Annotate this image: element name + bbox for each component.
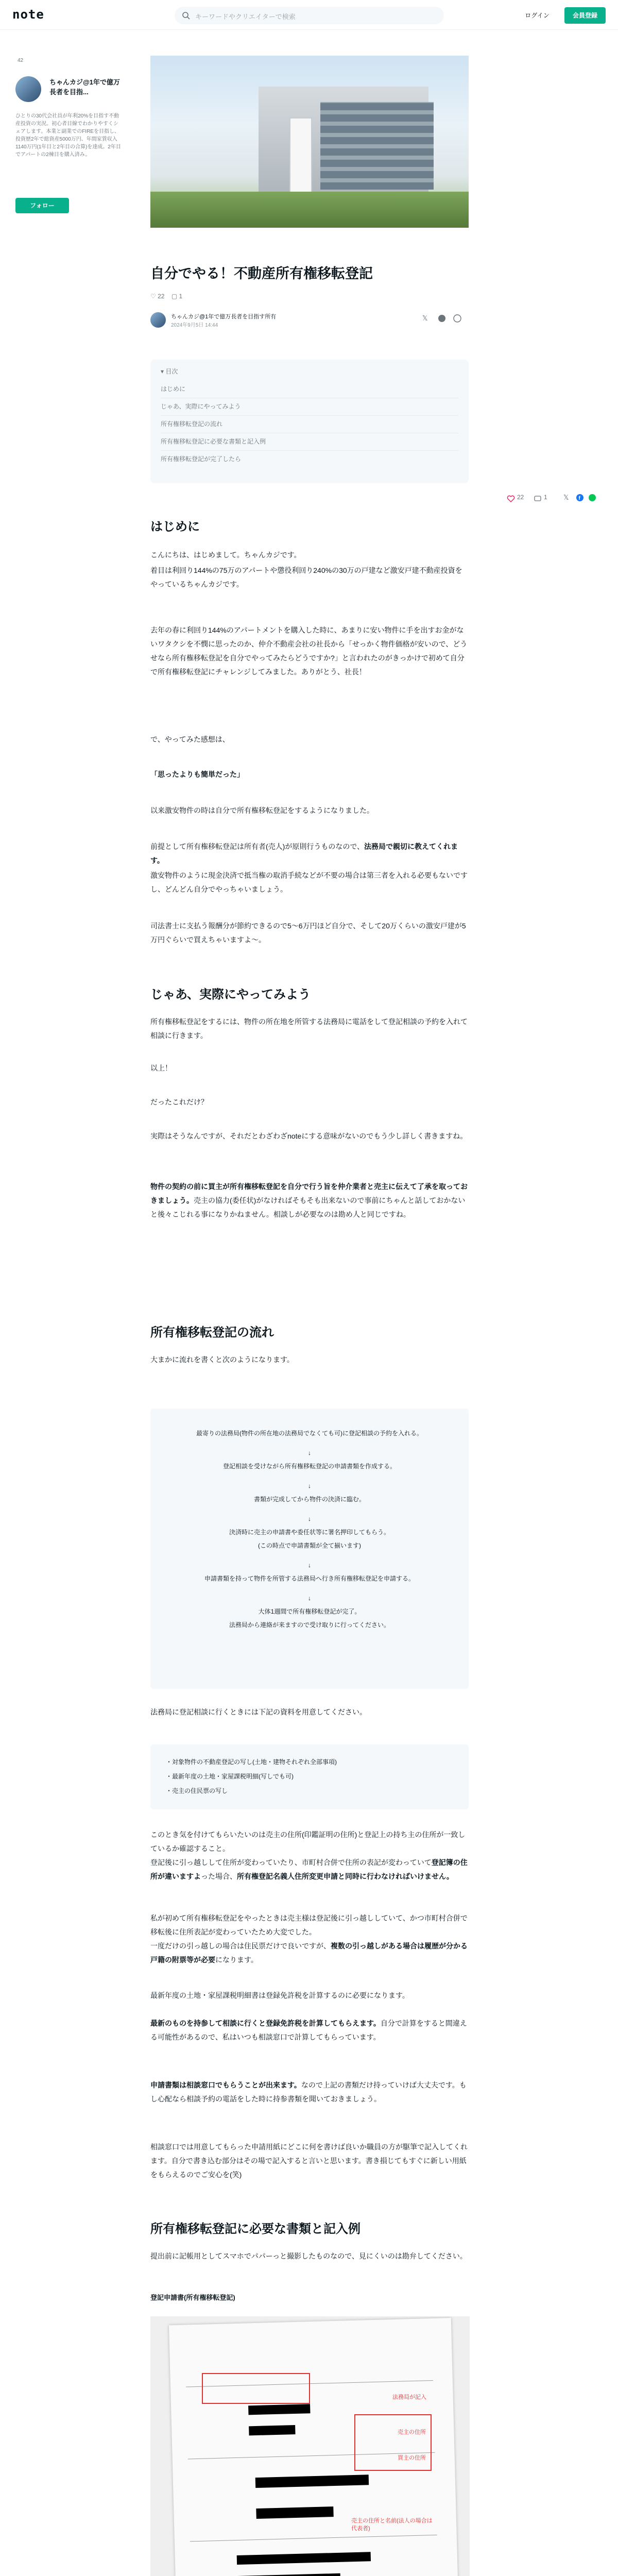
site-header (0, 0, 618, 30)
paragraph-text: 一度だけの引っ越しの場合は住民票だけで良いですが、 (150, 1942, 331, 1950)
more-share-icon[interactable] (453, 314, 461, 325)
heart-icon[interactable]: ♡ (150, 293, 156, 300)
required-docs-list (150, 1744, 469, 1809)
paragraph (150, 2016, 469, 2044)
flow-step: 大体1週間で所有権移転登記が完了。 (258, 1608, 361, 1615)
paragraph: このとき気を付けてもらいたいのは売主の住所(印鑑証明の住所)と登記上の持ち主の住所が一致しているか確認すること。 (150, 1831, 466, 1853)
login-button[interactable]: ログイン (525, 12, 550, 19)
sidebar-author-name[interactable]: ちゃんカジ@1年で億万長者を目指... (49, 78, 120, 96)
search-bar[interactable] (175, 7, 444, 24)
paragraph: 最新年度の土地・家屋課税明細書は登録免許税を計算するのに必要になります。 (150, 1991, 409, 1999)
paragraph-bold: 所有権登記名義人住所変更申請と同時に行わなければいけません。 (237, 1872, 454, 1880)
paragraph-text: 売主の協力(委任状)がなければそもそも出来ないので事前にちゃんと話しておかないと後々こじれる事になりかねません。相談しが必要なのは勘め人と同じですね。 (150, 1196, 466, 1218)
annotation-text: 売主の住所と名前(法人の場合は代表者) (351, 2518, 433, 2532)
flow-step: 最寄りの法務局(物件の所在地の法務局でなくても可)に登記相談の予約を入れる。 (196, 1430, 423, 1437)
annotation-text: 買主の住所 (398, 2455, 426, 2461)
paragraph-text: 自分で計算をすると間違える可能性があるので、私はいつも相談窓口で計算してもらっています。 (150, 2019, 467, 2041)
flow-step: 決済時に売主の申請書や委任状等に署名押印してもらう。 (229, 1529, 390, 1536)
toc-item[interactable]: 所有権移転登記に必要な書類と記入例 (161, 433, 458, 451)
like-count: 22 (158, 293, 165, 300)
signup-button[interactable]: 会員登録 (564, 7, 606, 24)
search-icon (182, 11, 190, 20)
toc-item[interactable]: じゃあ、実際にやってみよう (161, 398, 458, 416)
floating-actions (507, 494, 610, 506)
flow-arrow: ↓ (308, 1515, 311, 1522)
redaction (237, 2573, 340, 2576)
flow-step: (この時点で申請書類が全て揃います) (258, 1542, 361, 1549)
paragraph: 激安物件のように現金決済で抵当権の取消手続などが不要の場合は第三者を入れる必要もないですし、どんどん自分でやっちゃいましょう。 (150, 871, 468, 893)
table-of-contents (150, 360, 469, 483)
toc-item[interactable]: 所有権移転登記が完了したら (161, 455, 242, 463)
paragraph: 大まかに流れを書くと次のようになります。 (150, 1355, 294, 1364)
paragraph-bold: 法務局で親切に教えてくれます。 (150, 842, 458, 865)
heading-docs: 所有権移転登記に必要な書類と記入例 (150, 2222, 360, 2236)
paragraph (150, 1856, 469, 1884)
paragraph (150, 1939, 469, 1967)
floating-like-count: 22 (517, 494, 524, 501)
heading-try: じゃあ、実際にやってみよう (150, 988, 311, 1002)
annotation-text: 売主の住所 (398, 2429, 426, 2435)
application-form-image (150, 2316, 470, 2576)
toc-item[interactable]: 所有権移転登記の流れ (161, 416, 458, 433)
flow-arrow: ↓ (308, 1562, 311, 1569)
annotation-text: 法務局が記入 (392, 2394, 426, 2400)
paragraph-text: 前提として所有権移転登記は所有者(売人)が原則行うものなので、 (150, 842, 365, 851)
facebook-share-icon[interactable] (576, 494, 584, 504)
paragraph: 所有権移転登記をするには、物件の所在地を所管する法務局に電話をして登記相談の予約を入れて相談に行きます。 (150, 1018, 468, 1040)
flow-box (150, 1409, 469, 1689)
note-logo[interactable]: note (12, 7, 44, 22)
flow-arrow: ↓ (308, 1449, 311, 1456)
floating-comment-count: 1 (544, 494, 547, 501)
flow-step: 書類が完成してから物件の決済に臨む。 (253, 1496, 365, 1503)
redaction (237, 2552, 371, 2565)
sidebar-badge: 42 (18, 58, 24, 63)
paragraph (150, 840, 469, 868)
form-line (190, 2535, 437, 2542)
author-avatar[interactable] (15, 76, 41, 102)
paragraph: 相談窓口では用意してもらった申請用紙にどこに何を書けば良いか職員の方が駆筆で記入してくれます。自分で書き込む部分はその場で記入すると言いと思います。書き損じてもすぐに新しい用紙をもらえるのでご安心を(笑) (150, 2143, 468, 2179)
hero-image (150, 56, 469, 228)
paragraph (150, 2078, 469, 2106)
redaction (255, 2475, 369, 2488)
share-icons (422, 314, 469, 325)
annotation-box (202, 2373, 310, 2404)
heading-intro: はじめに (150, 520, 200, 534)
paragraph: 着目は利回り144%の75万のアパートや懲役利回り240%の30万の戸建など激安戸建不動産投資をやっているちゃんカジです。 (150, 566, 462, 588)
paragraph: 去年の春に利回り144%のアパートメントを購入した時に、あまりに安い物件に手を出すお金がないワタクシを不憫に思ったのか、仲介不動産会社の社長から「せっかく物件価格が安いので、どうせなら所有権移転登記を自分でやってみたらどうですか?」と言われたのがきっかけで初めて自分で所有権移転登記にチャレンジしてみました。ありがとう、社長！ (150, 626, 468, 676)
paragraph-text: になります。 (215, 1956, 258, 1964)
paragraph-bold: 複数の引っ越しがある場合は履歴が分かる戸籍の附票等が必要 (150, 1942, 468, 1964)
facebook-share-icon[interactable] (438, 314, 446, 325)
flow-step: 登記相談を受けながら所有権移転登記の申請書類を作成する。 (222, 1463, 396, 1470)
image-label: 登記申請書(所有権移転登記) (150, 2294, 235, 2301)
flow-arrow: ↓ (308, 1595, 311, 1602)
list-item: ・最新年度の土地・家屋課税明細(写しでも可) (166, 1773, 294, 1780)
flow-step: 法務局から連絡が来ますので受け取りに行ってください。 (229, 1621, 390, 1629)
paragraph: で、やってみた感想は、 (150, 735, 230, 743)
annotation-box (354, 2414, 432, 2471)
publish-date: 2024年9月5日 14:44 (171, 323, 218, 328)
comment-icon[interactable] (534, 494, 542, 504)
toc-item[interactable]: はじめに (161, 381, 458, 398)
hero-sign (289, 117, 312, 195)
comment-count: 1 (179, 293, 183, 300)
paragraph-text: 登記後に引っ越しして住所が変わっていたり、市町村合併で住所の表記が変わっていて (150, 1858, 432, 1867)
search-placeholder: キーワードやクリエイターで検索 (195, 13, 296, 21)
redaction (248, 2404, 310, 2415)
author-name[interactable]: ちゃんカジ@1年で億万長者を目指す所有 (171, 314, 277, 320)
paragraph-bold: 登記簿の住所が違いますよ (150, 1858, 468, 1880)
paragraph-emphasis: 「思ったよりも簡単だった」 (150, 770, 244, 778)
list-item: ・売主の住民票の写し (166, 1787, 228, 1794)
follow-button[interactable]: フォロー (15, 198, 69, 213)
flow-step: 申請書類を持って物件を所管する法務局へ行き所有権移転登記を申請する。 (204, 1575, 415, 1582)
paragraph: こんにちは、はじめまして。ちゃんカジです。 (150, 551, 301, 559)
heart-icon[interactable] (507, 494, 515, 504)
svg-text:f: f (578, 496, 580, 501)
heading-flow: 所有権移転登記の流れ (150, 1326, 274, 1340)
paragraph: 提出前に記帳用としてスマホでパパーっと撮影したものなので、見にくいのは勘弁してください。 (150, 2252, 467, 2260)
paragraph-text: った場合、 (201, 1872, 237, 1880)
paragraph-bold: 最新のものを持参して相談に行くと登録免許税を計算してもらえます。 (150, 2019, 381, 2027)
paragraph: 私が初めて所有権移転登記をやったときは売主様は登記後に引っ越ししていて、かつ市町村合併で移転後に住所表記が変わっていたため大変でした。 (150, 1914, 468, 1936)
list-item: ・対象物件の不動産登記の写し(土地・建物それぞれ全部事項) (166, 1758, 337, 1766)
author-avatar[interactable] (150, 312, 166, 328)
flow-arrow: ↓ (308, 1482, 311, 1489)
sidebar-author-description: ひとりの30代会社員が年利20%を目指す不動産投資の実況。初心者目線でわかりやすくシェアします。本業と副業でのFIREを目指し、投資歴2年で総資産5000万円、年間家賃収入1140万円(1年目と2年目の合算)を達成。2年目でアパートの2棟目を購入済み。 (15, 113, 121, 158)
article-main (150, 56, 469, 228)
author-row (150, 311, 469, 332)
line-share-icon[interactable] (588, 494, 596, 504)
paragraph: 以上！ (150, 1064, 172, 1072)
redaction (249, 2425, 295, 2435)
x-share-icon[interactable]: 𝕏 (422, 314, 428, 322)
redaction (256, 2506, 333, 2519)
article-meta (150, 293, 182, 300)
paragraph-bold: 申請書類は相談窓口でもらうことが出来ます。 (150, 2081, 301, 2089)
paragraph: 司法書士に支払う報酬分が節約できるので5～6万円ほど自分で、そして20万くらいの激安戸建が5万円ぐらいで買えちゃいますよ〜。 (150, 922, 466, 944)
paragraph: 法務局に登記相談に行くときには下記の資料を用意してください。 (150, 1708, 367, 1716)
paragraph: 実際はそうなんですが、それだとわざわざnoteにする意味がないのでもう少し詳しく書きますね。 (150, 1132, 468, 1140)
toc-title[interactable]: ▾ 目次 (161, 368, 178, 375)
article-title: 自分でやる！不動産所有権移転登記 (150, 266, 373, 281)
paragraph: だったこれだけ？ (150, 1098, 208, 1106)
hero-building-windows (320, 102, 434, 190)
paragraph-bold: 物件の契約の前に買主が所有権移転登記を自分で行う旨を仲介業者と売主に伝えて了承を取っておきましょう。 (150, 1182, 468, 1205)
paragraph (150, 1180, 469, 1222)
x-share-icon[interactable]: 𝕏 (563, 494, 569, 501)
paragraph-text: なので上記の書類だけ持っていけば大丈夫です。もし心配なら相談予約の電話をした時に持参書類を聞いておきましょう。 (150, 2081, 467, 2103)
paragraph: 以来激安物件の時は自分で所有権移転登記をするようになりました。 (150, 806, 374, 815)
hero-grass (150, 192, 469, 228)
comment-icon[interactable]: ▢ (171, 293, 178, 300)
